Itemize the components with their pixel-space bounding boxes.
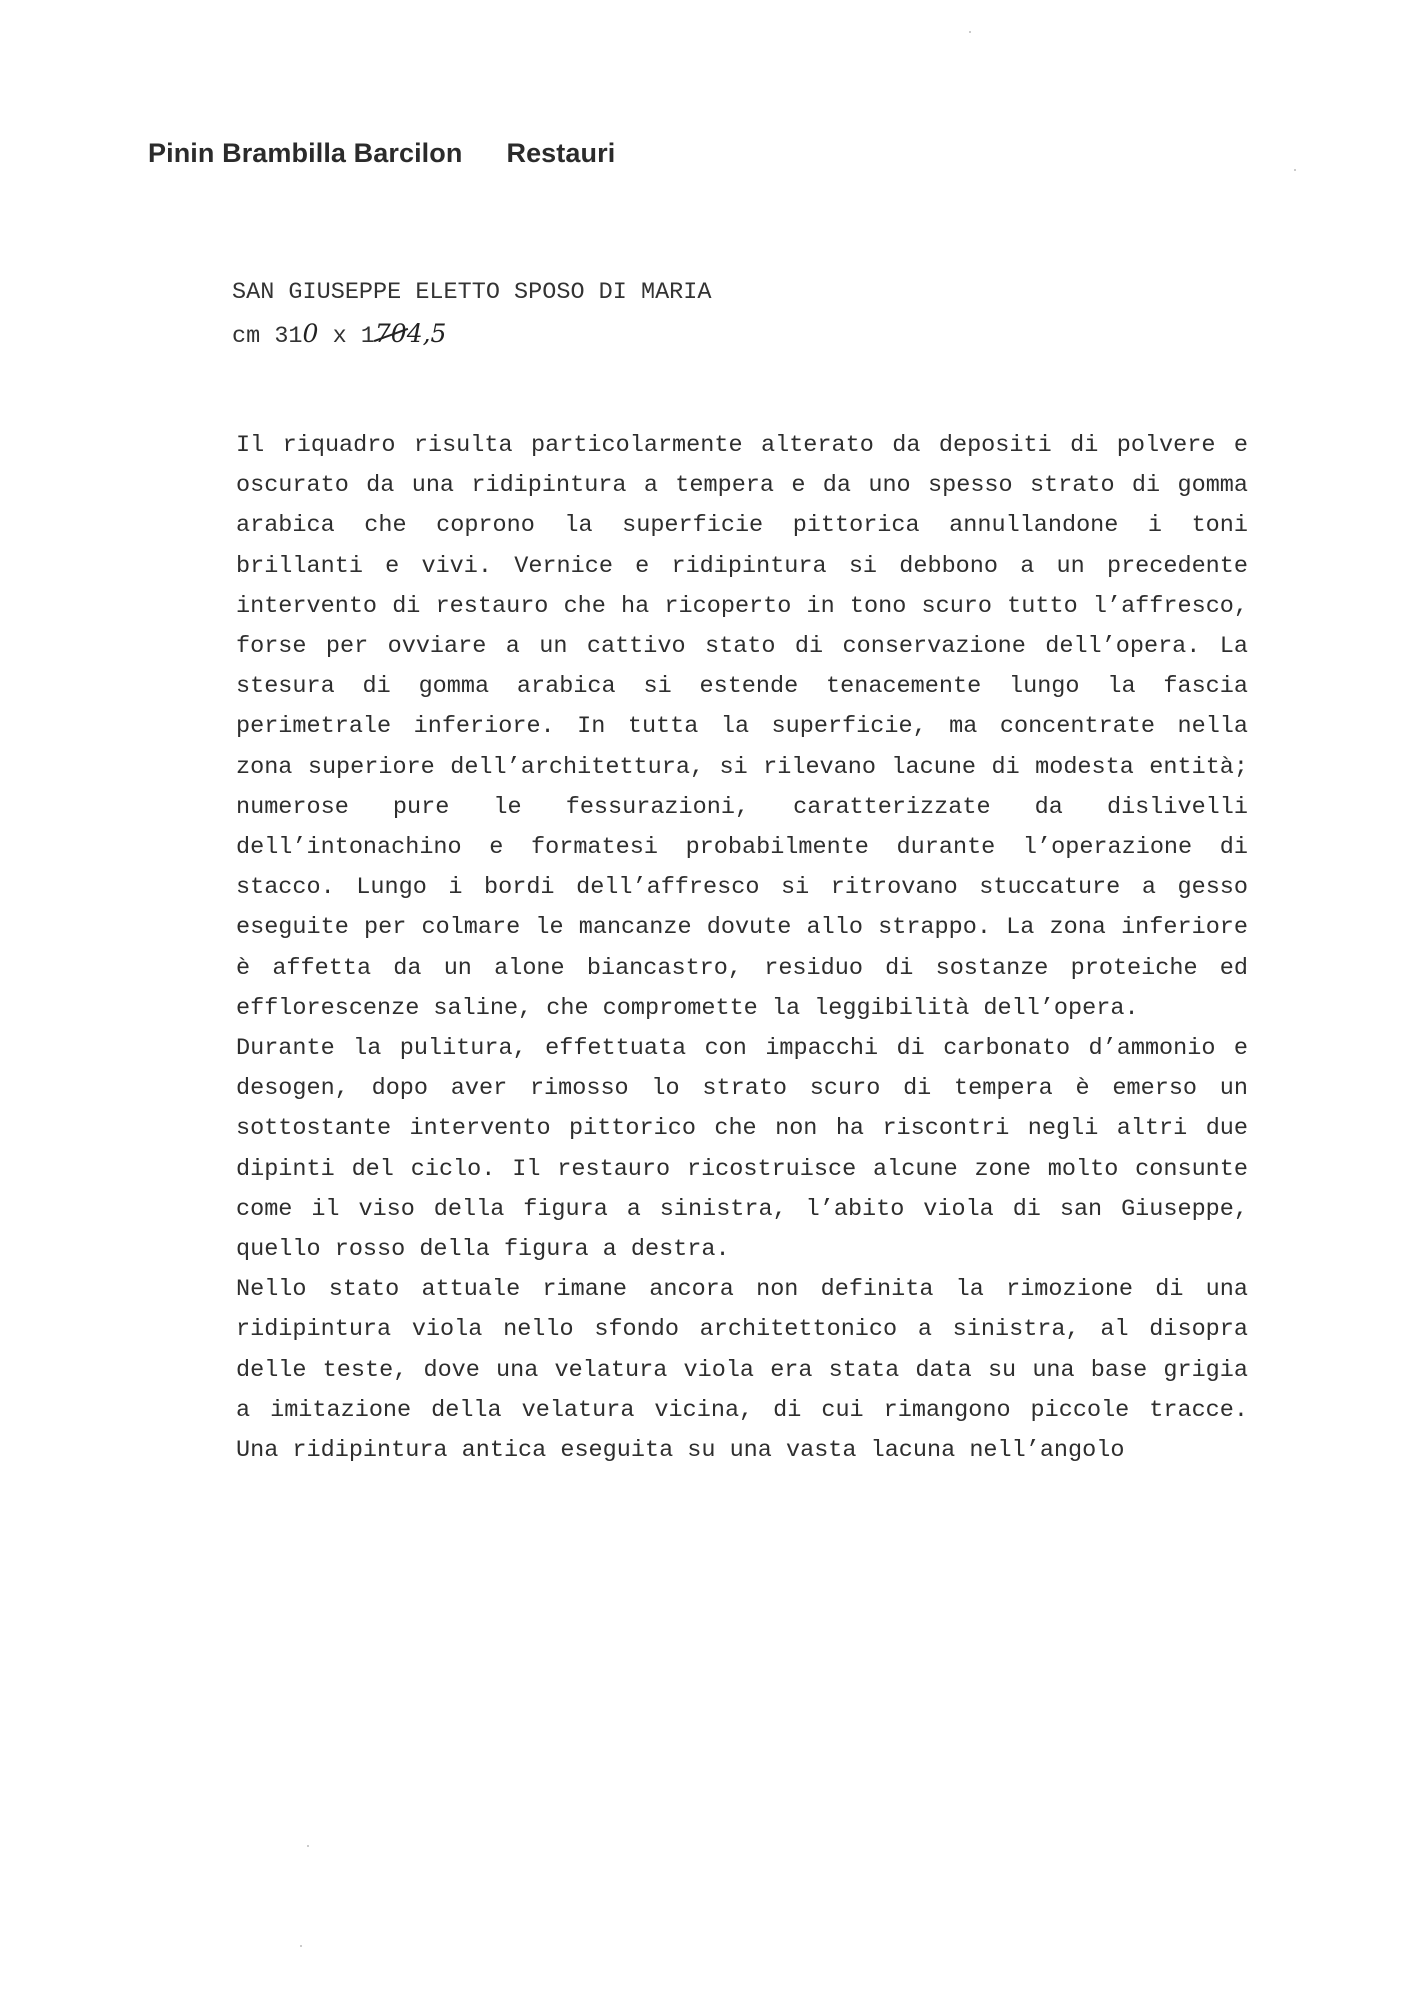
letterhead-name: Pinin Brambilla Barcilon: [148, 138, 463, 168]
dimension-height: 310: [274, 319, 319, 350]
scan-speck: [307, 1845, 309, 1847]
paragraph-cleaning: Durante la pulitura, effettuata con impacchi di carbonato d’ammonio e desogen, dopo aver rimosso lo strato scuro di tempera è emerso un sottostante intervento pittorico che non ha riscontri negli altri due dipinti del ciclo. Il restauro ricostruisce alcune zone molto consunte come il viso della figura a sinistra, l’abito viola di san Giuseppe, quello rosso della figura a destra.: [236, 1035, 1248, 1264]
letterhead: [148, 138, 615, 169]
artwork-header: [232, 272, 711, 357]
paragraph-condition: Il riquadro risulta particolarmente alterato da depositi di polvere e oscurato da una ridipintura a tempera e da uno spesso strato di gomma arabica che coprono la superficie pittorica annullandone i toni brillanti e vivi. Vernice e ridipintura si debbono a un precedente intervento di restauro che ha ricoperto in tono scuro tutto l’affresco, forse per ovviare a un cattivo stato di conservazione dell’opera. La stesura di gomma arabica si estende tenacemente lungo la fascia perimetrale inferiore. In tutta la superficie, ma concentrate nella zona superiore dell’architettura, si rilevano lacune di modesta entità; numerose pure le fessurazioni, caratterizzate da dislivelli dell’intonachino e formatesi probabilmente durante l’operazione di stacco. Lungo i bordi dell’affresco si ritrovano stuccature a gesso eseguite per colmare le mancanze dovute allo strappo. La zona inferiore è affetta da un alone biancastro, residuo di sostanze proteiche ed efflorescenze saline, che compromette la leggibilità dell’opera.: [236, 432, 1248, 1022]
handwritten-correction-height: 0: [302, 319, 319, 348]
scan-speck: [1294, 169, 1296, 171]
paragraph-current-state: Nello stato attuale rimane ancora non definita la rimozione di una ridipintura viola nello sfondo architettonico a sinistra, al disopra delle teste, dove una velatura viola era stata data su una base grigia a imitazione della velatura vicina, di cui rimangono piccole tracce. Una ridipintura antica eseguita su una vasta lacuna nell’angolo: [236, 1276, 1248, 1465]
letterhead-department: Restauri: [506, 138, 616, 168]
artwork-title: SAN GIUSEPPE ELETTO SPOSO DI MARIA: [232, 279, 712, 306]
struck-out-value: 70: [375, 313, 407, 354]
dimension-separator: x: [332, 323, 347, 350]
dimension-width: 1704,5: [361, 323, 447, 350]
artwork-dimensions: [232, 313, 711, 357]
scan-speck: [969, 31, 971, 33]
dimension-unit: cm: [232, 323, 261, 350]
scan-speck: [300, 1945, 302, 1947]
restoration-report-body: [236, 426, 1248, 1471]
handwritten-correction-width: 4,5: [406, 319, 447, 348]
